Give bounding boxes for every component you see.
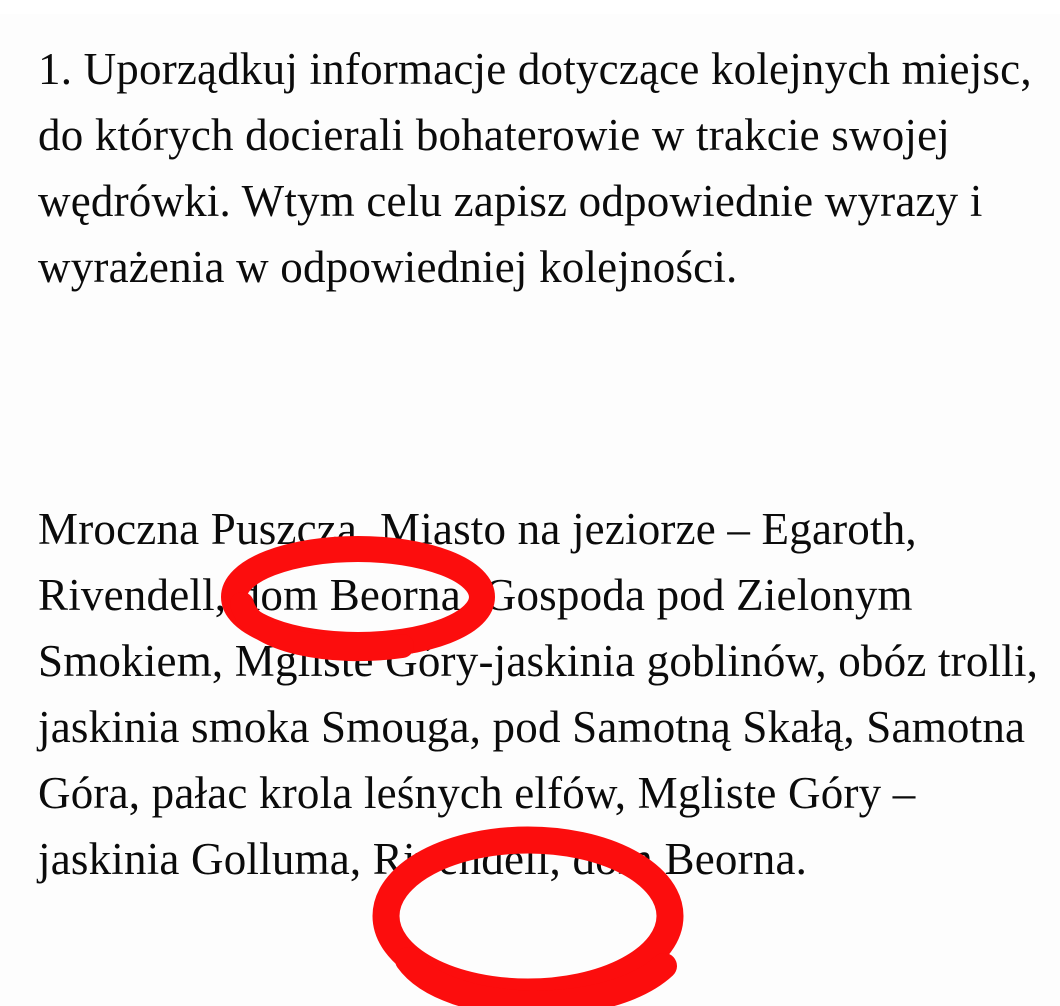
- task-instruction-paragraph: 1. Uporządkuj informacje dotyczące kolejnych miejsc, do których docierali bohaterowie w trakcie swojej wędrówki. Wtym celu zapisz odpowiednie wyrazy i wyrażenia w odpowiedniej kolejności.: [38, 44, 1032, 292]
- answer-word-bank-paragraph: Mroczna Puszcza, Miasto na jeziorze – Egaroth, Rivendell, dom Beorna, Gospoda pod Zielonym Smokiem, Mgliste Góry-jaskinia goblinów, obóz trolli, jaskinia smoka Smouga, pod Samotną Skałą, Samotna Góra, pałac krola leśnych elfów, Mgliste Góry – jaskinia Golluma, Rivendell, dom Beorna.: [38, 504, 1039, 884]
